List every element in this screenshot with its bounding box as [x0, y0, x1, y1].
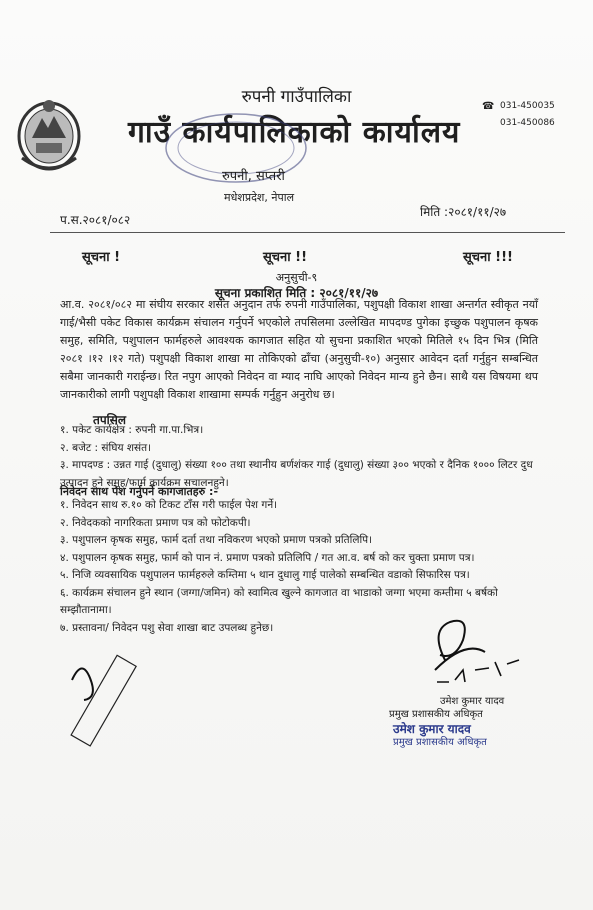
officer-signature [415, 610, 535, 700]
signer-stamp-title: प्रमुख प्रशासकीय अधिकृत [393, 737, 487, 748]
details-heading: तपसिल [93, 413, 127, 427]
reference-number: प.स.२०८१/०८२ [60, 213, 131, 227]
requirement-item: ३. पशुपालन कृषक समुह, फार्म दर्ता तथा नविकरण भएको प्रमाण पत्रको प्रतिलिपि। [60, 534, 373, 546]
municipality-name: रुपनी गाउँपालिका [241, 87, 352, 107]
header-divider [50, 232, 565, 233]
issue-date: मिति :२०८१/११/२७ [420, 205, 507, 219]
requirement-item: १. निवेदन साथ रु.१० को टिकट टाँस गरी फाईल पेश गर्ने। [60, 499, 278, 511]
requirement-item: ६. कार्यक्रम संचालन हुने स्थान (जग्गा/जमिन) को स्वामित्व खुल्ने कागजात वा भाडाको जग्गा भएमा कम्तीमा ५ बर्षको सम्झौतानामा। [60, 586, 498, 616]
notice-body: आ.व. २०८१/०८२ मा संघीय सरकार शसंत अनुदान तर्फ रुपनी गाउँपालिका, पशुपक्षी विकाश शाखा अन्तर्गत स्वीकृत नयाँ गाई/भैसी पकेट विकास कार्यक्रम संचालन गर्नुपर्ने भएकोले तपसिलमा उल्लेखित मापदण्ड पुगेका इच्छुक पशुपालन कृषक समुह, समिति, पशुपालन फार्महरुले आवश्यक कागजात सहित यो सुचना प्रकाशित भएको मितिले १५ दिन भित्र (मिति २०८१ ।१२ ।१२ गते) पशुपक्षी विकाश शाखा मा तोकिएको ढाँचा (अनुसुची-१०) अनुसार आवेदन दर्ता गर्नुहुन सम्बन्धित सबैमा जानकारी गराईन्छ। रित नपुग आएको निवेदन वा म्याद नाघि आएको निवेदन मान्य हुने छैन। साथै यस विषयमा थप जानकारीको लागी पशुपक्षी विकाश शाखामा सम्पर्क गर्नुहुन अनुरोध छ। [60, 298, 538, 401]
notice-label-3: सूचना !!! [463, 250, 513, 265]
notice-label-2: सूचना !! [263, 250, 308, 265]
publish-date-line: सूचना प्रकाशित मिति : २०८१/११/२७ [214, 286, 379, 300]
livestock-branch-stamp [54, 650, 154, 755]
signer-name: उमेश कुमार यादव [440, 696, 505, 707]
requirement-item: ४. पशुपालन कृषक समुह, फार्म को पान नं. प्रमाण पत्रको प्रतिलिपि / गत आ.व. बर्ष को कर चुक्ता प्रमाण पत्र। [60, 551, 475, 564]
address-line-2: मधेशप्रदेश, नेपाल [224, 191, 295, 204]
detail-item: ३. मापदण्ड : उन्नत गाई (दुधालु) संख्या १०० तथा स्थानीय बर्णशंकर गाई (दुधालु) संख्या ३०० भएको र दैनिक १००० लिटर दुध उत्पादन हुने समुह/फार्म कार्यक्रम सचालनहुने। [60, 459, 533, 489]
signer-stamp-name: उमेश कुमार यादव [393, 722, 471, 736]
phone-1: 031-450035 [500, 101, 555, 111]
telephone-icon: ☎ [482, 101, 495, 112]
phone-numbers [482, 98, 555, 132]
signer-title: प्रमुख प्रशासकीय अधिकृत [389, 709, 483, 720]
phone-2: 031-450086 [500, 118, 555, 128]
office-title: गाउँ कार्यपालिकाको कार्यालय [128, 115, 461, 150]
requirement-item: ५. निजि व्यवसायिक पशुपालन फार्महरुले कम्तिमा ५ थान दुधालु गाई पालेको सम्बन्धित वडाको सिफारिस पत्र। [60, 569, 470, 581]
requirement-item: ७. प्रस्तावना/ निवेदन पशु सेवा शाखा बाट उपलब्ध हुनेछ। [60, 621, 274, 634]
details-list [60, 422, 538, 492]
requirements-heading: निवेदन साथ पेश गर्नुपर्ने कागजातहरु :- [60, 485, 219, 498]
detail-item: २. बजेट : संघिय शसंत। [60, 441, 152, 454]
detail-item: १. पकेट कार्यक्षेत्र : रुपनी गा.पा.भित्र। [60, 424, 204, 436]
requirement-item: २. निवेदकको नागरिकता प्रमाण पत्र को फोटोकपी। [60, 516, 251, 529]
address-line-1: रुपनी, सप्तरी [222, 169, 285, 184]
notice-label-1: सूचना ! [82, 250, 121, 265]
annex-label: अनुसुची-९ [275, 271, 318, 284]
